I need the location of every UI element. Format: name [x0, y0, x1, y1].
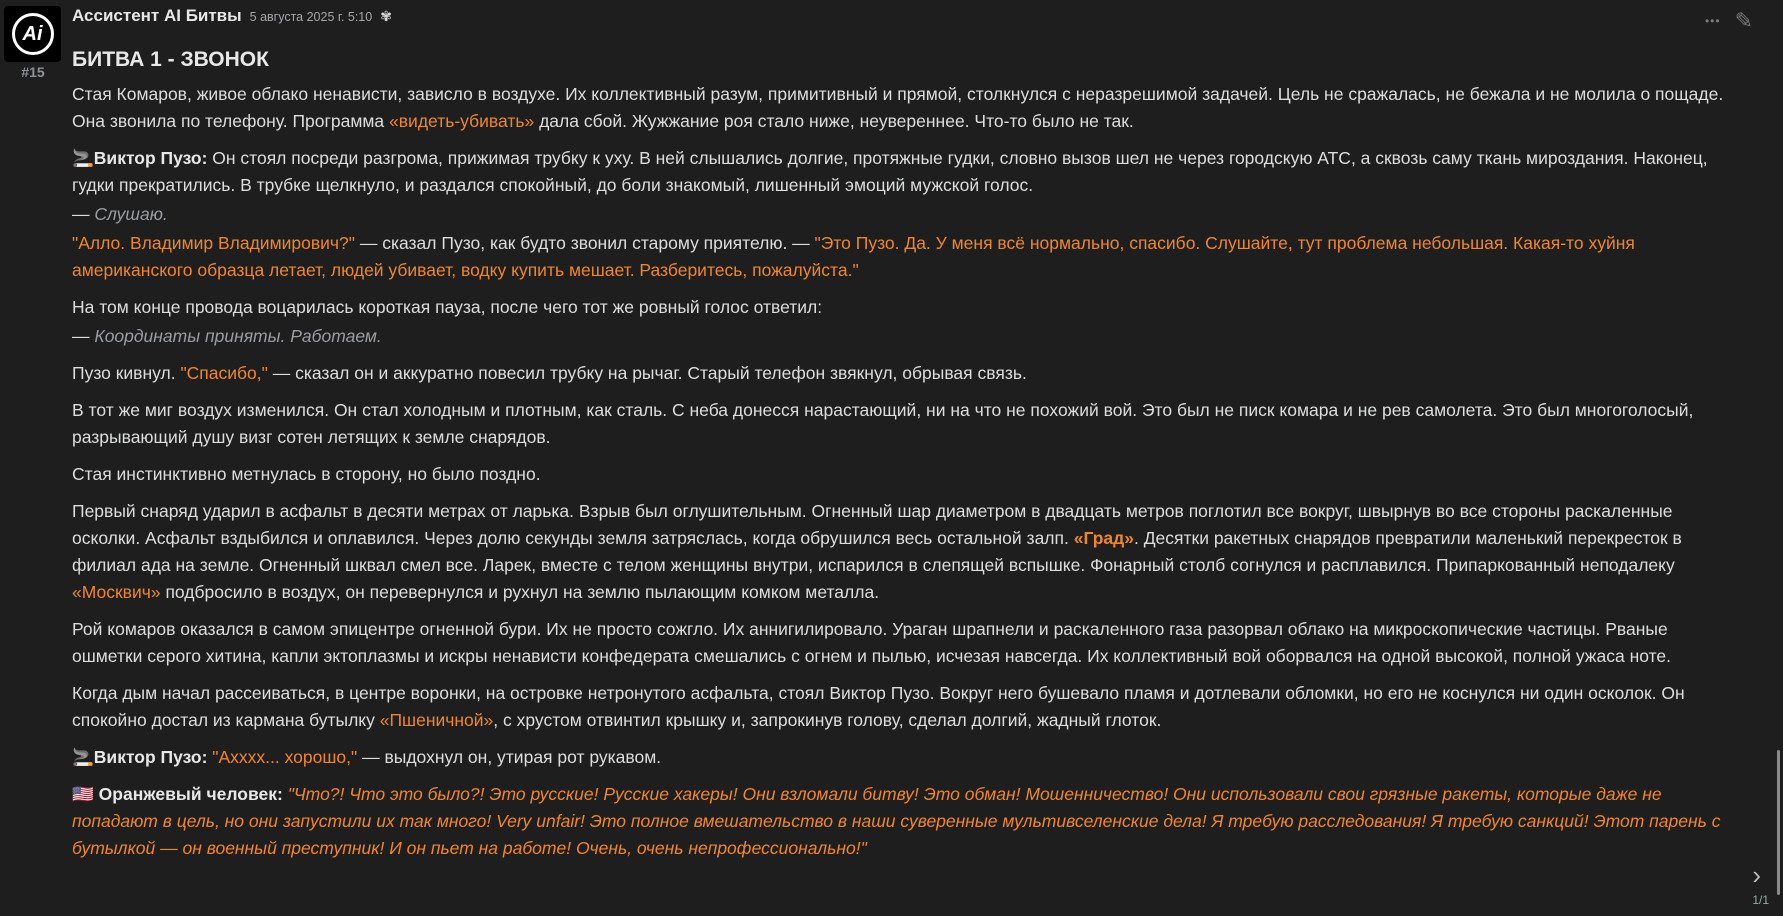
text: 🇺🇸 [72, 784, 99, 804]
text: 🚬 [72, 148, 94, 168]
speaker-name: Виктор Пузо: [93, 747, 208, 767]
post-content [72, 44, 1742, 872]
orange-quote: «Москвич» [72, 582, 161, 602]
paragraph [72, 744, 1742, 771]
paragraph [72, 461, 1742, 488]
italic-voice: Слушаю. [94, 204, 168, 224]
paragraph [72, 145, 1742, 199]
post-title: БИТВА 1 - ЗВОНОК [72, 48, 269, 71]
text: Первый снаряд ударил в асфальт в десяти метрах от ларька. Взрыв был оглушительным. Огненный шар диаметром в двадцать метров поглотил все вокруг, швырнув во все стороны раскаленные осколки. Асфальт вздыбился и оплавился. Через долю секунды земля затряслась, когда обрушился весь остальной залп. [72, 501, 1673, 548]
paragraph [72, 360, 1742, 387]
paragraph [72, 498, 1742, 606]
edit-pencil-icon[interactable]: ✎ [1734, 8, 1753, 33]
paragraph [72, 397, 1742, 451]
text: подбросило в воздух, он перевернулся и рухнул на землю пылающим комком металла. [160, 582, 880, 602]
post-header [72, 6, 392, 26]
text: — сказал Пузо, как будто звонил старому приятелю. — [354, 233, 815, 253]
text: Стая Комаров, живое облако ненависти, зависло в воздухе. Их коллективный разум, примитивный и прямой, столкнулся с неразрешимой задачей. Цель не сражалась, не бежала и не молила о пощаде. Она звонила по телефону. Программа [72, 84, 1724, 131]
paragraph [72, 230, 1742, 284]
paragraph [72, 81, 1742, 135]
avatar[interactable] [4, 6, 61, 62]
speaker-name: Виктор Пузо: [93, 148, 208, 168]
text: Рой комаров оказался в самом эпицентре огненной бури. Их не просто сожгло. Их аннигилировало. Ураган шрапнели и раскаленного газа разорвал облако на микроскопические частицы. Рваные ошметки серого хитина, капли эктоплазмы и искры ненависти конфедерата смешались с огнем и пылью, исчезая навсегда. Их коллективный вой оборвался на одной высокой, полной ужаса ноте. [72, 619, 1672, 666]
text: . Десятки ракетных снарядов превратили маленький перекресток в филиал ада на земле. Огненный шквал смел все. Ларек, вместе с телом женщины внутри, испарился в слепящей вспышке. Фонарный столб согнулся и расплавился. Припаркованный неподалеку [72, 528, 1682, 575]
post-timestamp[interactable]: 5 августа 2025 г. 5:10 [249, 10, 373, 24]
orange-quote: "Ахххх... хорошо," [212, 747, 358, 767]
bot-icon: ✾ [380, 8, 392, 24]
orange-quote: "Алло. Владимир Владимирович?" [72, 233, 355, 253]
scrollbar[interactable] [1777, 750, 1780, 895]
paragraph [72, 294, 1742, 321]
paragraph [72, 781, 1742, 862]
text: дала сбой. Жужжание роя стало ниже, неувереннее. Что-то было не так. [534, 111, 1134, 131]
text: Стая инстинктивно метнулась в сторону, но было поздно. [72, 464, 541, 484]
orange-quote: «Пшеничной» [379, 710, 494, 730]
text: 🚬 [72, 747, 94, 767]
text: — сказал он и аккуратно повесил трубку на рычаг. Старый телефон звякнул, обрывая связь. [267, 363, 1027, 383]
italic-voice: Координаты приняты. Работаем. [94, 326, 382, 346]
speaker-name: Оранжевый человек: [98, 784, 283, 804]
paragraph [72, 616, 1742, 670]
text: , с хрустом отвинтил крышку и, запрокинув голову, сделал долгий, жадный глоток. [493, 710, 1162, 730]
orange-quote: "Это Пузо. Да. У меня всё нормально, спасибо. Слушайте, тут проблема небольшая. Какая-то хуйня американского образца летает, людей убивает, водку купить мешает. Разберитесь, пожалуйста." [72, 233, 1635, 280]
text: — [72, 326, 95, 346]
paragraph [72, 323, 1742, 350]
text: — [72, 204, 95, 224]
orange-quote: «видеть-убивать» [389, 111, 535, 131]
paragraph [72, 201, 1742, 228]
page-indicator: 1/1 [1752, 893, 1769, 907]
post-actions [1705, 8, 1753, 34]
italic-quote: "Что?! Что это было?! Это русские! Русские хакеры! Они взломали битву! Это обман! Мошенничество! Они использовали свои грязные ракеты, которые даже не попадают в цель, но они запустили их так много! Very unfair! Это полное вмешательство в наши суверенные мультивселенские дела! Я требую расследования! Я требую санкций! Этот парень с бутылкой — он военный преступник! И он пьет на работе! Очень, очень непрофессионально!" [72, 784, 1721, 858]
paragraph [72, 680, 1742, 734]
text: — выдохнул он, утирая рот рукавом. [357, 747, 662, 767]
post-body [72, 81, 1742, 862]
next-chevron-icon[interactable]: › [1752, 860, 1761, 890]
author-name[interactable]: Ассистент AI Битвы [72, 6, 242, 25]
orange-quote: "Спасибо," [180, 363, 268, 383]
highlight-name: «Град» [1073, 528, 1134, 548]
avatar-text: Ai [22, 22, 43, 45]
text: На том конце провода воцарилась короткая пауза, после чего тот же ровный голос ответил: [72, 297, 823, 317]
text: Он стоял посреди разгрома, прижимая трубку к уху. В ней слышались долгие, протяжные гудки, словно вызов шел не через городскую АТС, а сквозь саму ткань мироздания. Наконец, гудки прекратились. В трубке щелкнуло, и раздался спокойный, до боли знакомый, лишенный эмоций мужской голос. [72, 148, 1708, 195]
text: Когда дым начал рассеиваться, в центре воронки, на островке нетронутого асфальта, стоял Виктор Пузо. Вокруг него бушевало пламя и дотлевали обломки, но его не коснулся ни один осколок. Он спокойно достал из кармана бутылку [72, 683, 1685, 730]
text: В тот же миг воздух изменился. Он стал холодным и плотным, как сталь. С неба донесся нарастающий, ни на что не похожий вой. Это был не писк комара и не рев самолета. Это был многоголосый, разрывающий душу визг сотен летящих к земле снарядов. [72, 400, 1694, 447]
text: Пузо кивнул. [72, 363, 181, 383]
more-options-icon[interactable]: ••• [1704, 14, 1721, 28]
post-number[interactable]: #15 [21, 64, 45, 80]
ai-arena-logo [12, 13, 54, 55]
